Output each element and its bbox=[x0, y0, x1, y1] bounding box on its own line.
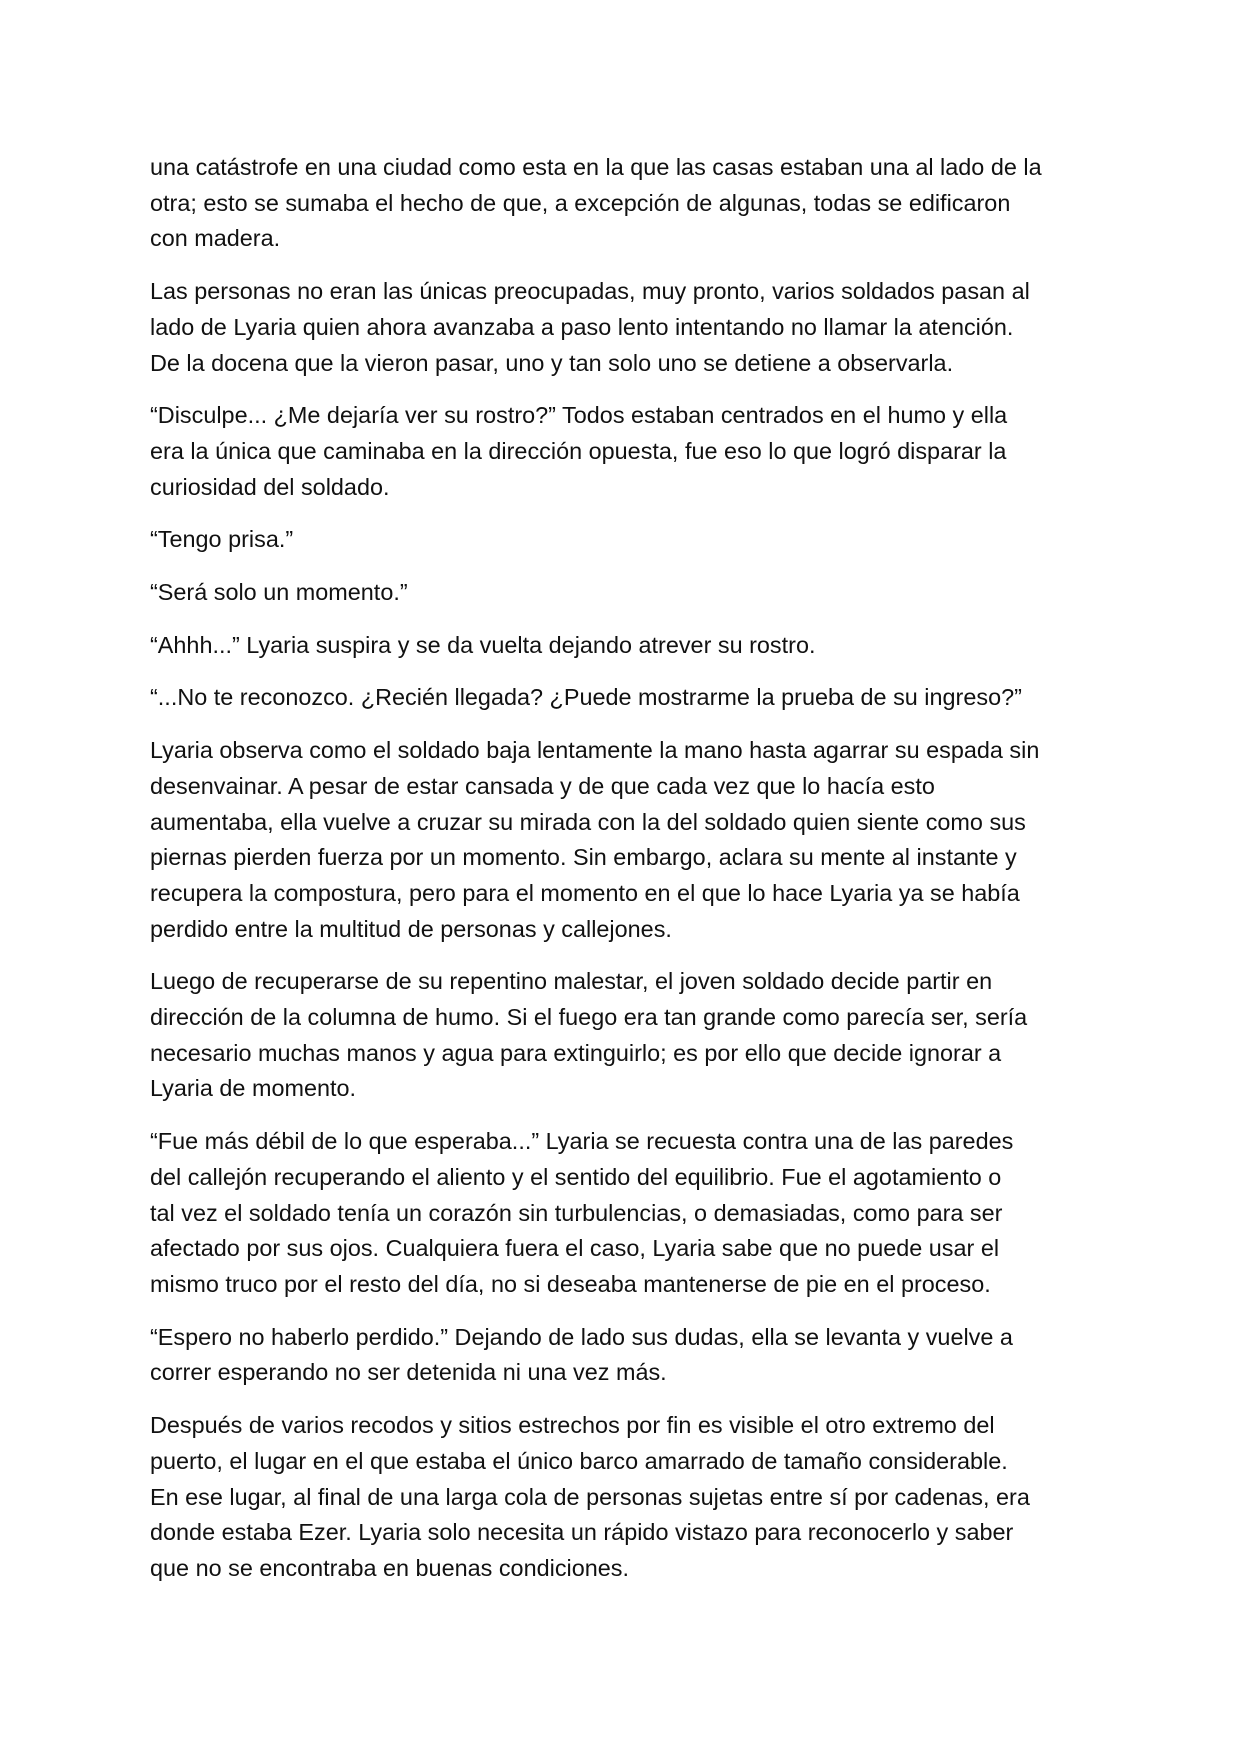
paragraph bbox=[150, 398, 1085, 505]
text-line: “Disculpe... ¿Me dejaría ver su rostro?” Todos estaban centrados en el humo y ella bbox=[150, 402, 1008, 429]
paragraph bbox=[150, 680, 1085, 716]
text-line: “Ahhh...” Lyaria suspira y se da vuelta dejando atrever su rostro. bbox=[150, 631, 816, 658]
text-line: “Espero no haberlo perdido.” Dejando de lado sus dudas, ella se levanta y vuelve a bbox=[150, 1323, 1013, 1350]
text-line: correr esperando no ser detenida ni una vez más. bbox=[150, 1359, 667, 1386]
text-line: donde estaba Ezer. Lyaria solo necesita un rápido vistazo para reconocerlo y saber bbox=[150, 1519, 1014, 1546]
text-line: dirección de la columna de humo. Si el fuego era tan grande como parecía ser, sería bbox=[150, 1004, 1028, 1031]
text-line: Luego de recuperarse de su repentino malestar, el joven soldado decide partir en bbox=[150, 968, 993, 995]
text-line: aumentaba, ella vuelve a cruzar su mirada con la del soldado quien siente como sus bbox=[150, 808, 1026, 835]
text-line: recupera la compostura, pero para el momento en el que lo hace Lyaria ya se había bbox=[150, 879, 1020, 906]
paragraph bbox=[150, 274, 1085, 381]
text-line: piernas pierden fuerza por un momento. Sin embargo, aclara su mente al instante y bbox=[150, 844, 1017, 871]
text-line: “Fue más débil de lo que esperaba...” Lyaria se recuesta contra una de las paredes bbox=[150, 1128, 1014, 1155]
text-line: lado de Lyaria quien ahora avanzaba a paso lento intentando no llamar la atención. bbox=[150, 313, 1014, 340]
paragraph bbox=[150, 522, 1085, 558]
text-line: era la única que caminaba en la dirección opuesta, fue eso lo que logró disparar la bbox=[150, 437, 1007, 464]
text-line: que no se encontraba en buenas condiciones. bbox=[150, 1554, 630, 1581]
text-line: Después de varios recodos y sitios estrechos por fin es visible el otro extremo del bbox=[150, 1412, 995, 1439]
text-line: del callejón recuperando el aliento y el sentido del equilibrio. Fue el agotamiento o bbox=[150, 1163, 1002, 1190]
text-line: con madera. bbox=[150, 225, 281, 252]
text-line: “Será solo un momento.” bbox=[150, 579, 408, 606]
text-line: curiosidad del soldado. bbox=[150, 473, 390, 500]
text-line: desenvainar. A pesar de estar cansada y de que cada vez que lo hacía esto bbox=[150, 772, 935, 799]
text-line: De la docena que la vieron pasar, uno y tan solo uno se detiene a observarla. bbox=[150, 349, 954, 376]
paragraph bbox=[150, 1320, 1085, 1391]
text-line: Lyaria de momento. bbox=[150, 1075, 357, 1102]
text-line: necesario muchas manos y agua para extinguirlo; es por ello que decide ignorar a bbox=[150, 1039, 1002, 1066]
text-line: una catástrofe en una ciudad como esta en la que las casas estaban una al lado de la bbox=[150, 154, 1042, 180]
text-line: “...No te reconozco. ¿Recién llegada? ¿Puede mostrarme la prueba de su ingreso?” bbox=[150, 684, 1022, 711]
text-line: puerto, el lugar en el que estaba el único barco amarrado de tamaño considerable. bbox=[150, 1447, 1008, 1474]
text-line: perdido entre la multitud de personas y callejones. bbox=[150, 915, 672, 942]
text-line: afectado por sus ojos. Cualquiera fuera el caso, Lyaria sabe que no puede usar el bbox=[150, 1235, 1000, 1262]
paragraph bbox=[150, 150, 1085, 257]
paragraph bbox=[150, 1124, 1085, 1303]
text-line: En ese lugar, al final de una larga cola de personas sujetas entre sí por cadenas, era bbox=[150, 1483, 1030, 1510]
paragraph bbox=[150, 628, 1085, 664]
text-line: otra; esto se sumaba el hecho de que, a excepción de algunas, todas se edificaron bbox=[150, 189, 1011, 216]
text-line: mismo truco por el resto del día, no si deseaba mantenerse de pie en el proceso. bbox=[150, 1270, 991, 1297]
text-line: “Tengo prisa.” bbox=[150, 526, 294, 553]
paragraph bbox=[150, 964, 1085, 1107]
text-line: Las personas no eran las únicas preocupadas, muy pronto, varios soldados pasan al bbox=[150, 278, 1030, 305]
paragraph bbox=[150, 1408, 1085, 1587]
paragraph bbox=[150, 575, 1085, 611]
text-line: Lyaria observa como el soldado baja lentamente la mano hasta agarrar su espada sin bbox=[150, 737, 1040, 764]
body-text bbox=[150, 150, 1085, 1604]
paragraph bbox=[150, 733, 1085, 947]
text-line: tal vez el soldado tenía un corazón sin turbulencias, o demasiadas, como para ser bbox=[150, 1199, 1003, 1226]
